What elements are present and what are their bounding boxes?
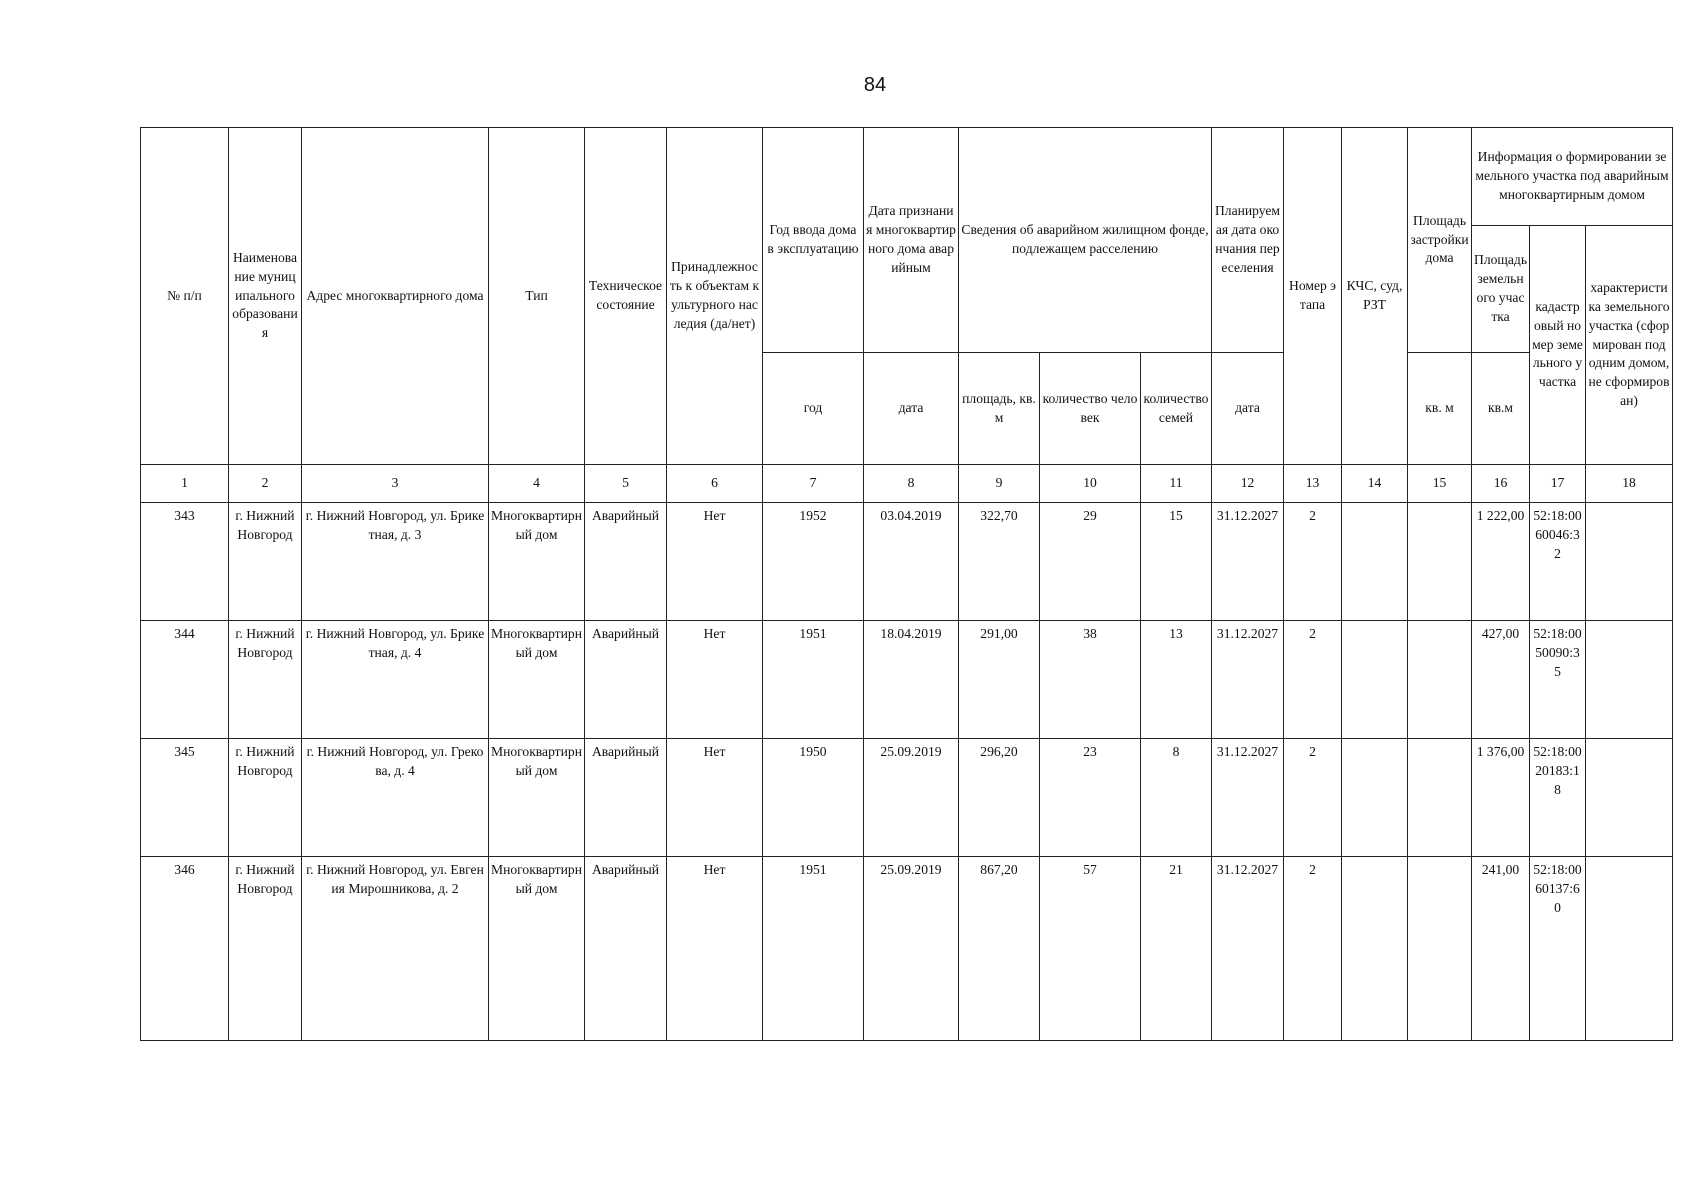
subheader-area: площадь, кв.м [959, 353, 1040, 465]
cell-municipality: г. Нижний Новгород [229, 739, 302, 857]
header-characteristic: характеристика земельного участка (сформирован под одним домом, не сформирован) [1586, 226, 1673, 465]
column-number: 11 [1141, 465, 1212, 503]
column-number: 4 [489, 465, 585, 503]
cell-address: г. Нижний Новгород, ул. Брикетная, д. 3 [302, 503, 489, 621]
cell-date-recognized: 25.09.2019 [864, 739, 959, 857]
subheader-families: количество семей [1141, 353, 1212, 465]
cell-characteristic [1586, 857, 1673, 1041]
cell-year: 1950 [763, 739, 864, 857]
header-cadastral: кадастровый номер земельного участка [1530, 226, 1586, 465]
subheader-planned-date: дата [1212, 353, 1284, 465]
cell-build-area [1408, 503, 1472, 621]
cell-build-area [1408, 857, 1472, 1041]
column-number: 7 [763, 465, 864, 503]
cell-year: 1951 [763, 857, 864, 1041]
column-number: 18 [1586, 465, 1673, 503]
column-number: 5 [585, 465, 667, 503]
cell-cadastral: 52:18:0050090:35 [1530, 621, 1586, 739]
cell-type: Многоквартирный дом [489, 739, 585, 857]
column-number: 16 [1472, 465, 1530, 503]
cell-area: 867,20 [959, 857, 1040, 1041]
cell-planned-date: 31.12.2027 [1212, 739, 1284, 857]
cell-stage: 2 [1284, 857, 1342, 1041]
cell-address: г. Нижний Новгород, ул. Евгения Мирошникова, д. 2 [302, 857, 489, 1041]
column-number: 13 [1284, 465, 1342, 503]
column-number: 17 [1530, 465, 1586, 503]
column-number: 3 [302, 465, 489, 503]
cell-cadastral: 52:18:0060046:32 [1530, 503, 1586, 621]
header-stage: Номер этапа [1284, 128, 1342, 465]
cell-families: 13 [1141, 621, 1212, 739]
column-number: 9 [959, 465, 1040, 503]
subheader-people: количество человек [1040, 353, 1141, 465]
cell-number: 346 [141, 857, 229, 1041]
cell-stage: 2 [1284, 503, 1342, 621]
subheader-land-area-unit: кв.м [1472, 353, 1530, 465]
cell-land-area: 427,00 [1472, 621, 1530, 739]
cell-planned-date: 31.12.2027 [1212, 503, 1284, 621]
cell-year: 1951 [763, 621, 864, 739]
table-row [141, 739, 1673, 857]
header-planned-date: Планируемая дата окончания переселения [1212, 128, 1284, 353]
cell-area: 291,00 [959, 621, 1040, 739]
header-heritage: Принадлежность к объектам культурного наследия (да/нет) [667, 128, 763, 465]
column-number: 15 [1408, 465, 1472, 503]
header-year: Год ввода дома в эксплуатацию [763, 128, 864, 353]
header-municipality: Наименование муниципального образования [229, 128, 302, 465]
header-land-info: Информация о формировании земельного участка под аварийным многоквартирным домом [1472, 128, 1673, 226]
cell-number: 343 [141, 503, 229, 621]
cell-build-area [1408, 739, 1472, 857]
cell-municipality: г. Нижний Новгород [229, 503, 302, 621]
cell-cadastral: 52:18:0060137:60 [1530, 857, 1586, 1041]
column-number: 2 [229, 465, 302, 503]
cell-kchs [1342, 739, 1408, 857]
cell-type: Многоквартирный дом [489, 503, 585, 621]
cell-date-recognized: 03.04.2019 [864, 503, 959, 621]
header-fund-info: Сведения об аварийном жилищном фонде, подлежащем расселению [959, 128, 1212, 353]
cell-land-area: 241,00 [1472, 857, 1530, 1041]
column-number: 14 [1342, 465, 1408, 503]
cell-condition: Аварийный [585, 857, 667, 1041]
cell-address: г. Нижний Новгород, ул. Грекова, д. 4 [302, 739, 489, 857]
cell-families: 15 [1141, 503, 1212, 621]
emergency-housing-table [140, 127, 1673, 1041]
table-row [141, 503, 1673, 621]
subheader-build-area-unit: кв. м [1408, 353, 1472, 465]
cell-land-area: 1 222,00 [1472, 503, 1530, 621]
cell-number: 344 [141, 621, 229, 739]
column-number: 1 [141, 465, 229, 503]
cell-stage: 2 [1284, 621, 1342, 739]
cell-date-recognized: 18.04.2019 [864, 621, 959, 739]
cell-planned-date: 31.12.2027 [1212, 621, 1284, 739]
cell-characteristic [1586, 739, 1673, 857]
cell-families: 21 [1141, 857, 1212, 1041]
table-row [141, 857, 1673, 1041]
table-row [141, 621, 1673, 739]
header-build-area: Площадь застройки дома [1408, 128, 1472, 353]
column-number: 6 [667, 465, 763, 503]
cell-land-area: 1 376,00 [1472, 739, 1530, 857]
cell-cadastral: 52:18:0020183:18 [1530, 739, 1586, 857]
cell-condition: Аварийный [585, 739, 667, 857]
cell-kchs [1342, 621, 1408, 739]
column-number: 8 [864, 465, 959, 503]
cell-number: 345 [141, 739, 229, 857]
cell-date-recognized: 25.09.2019 [864, 857, 959, 1041]
column-numbers-row [141, 465, 1673, 503]
cell-characteristic [1586, 503, 1673, 621]
cell-families: 8 [1141, 739, 1212, 857]
subheader-date: дата [864, 353, 959, 465]
header-kchs: КЧС, суд, РЗТ [1342, 128, 1408, 465]
cell-people: 57 [1040, 857, 1141, 1041]
cell-type: Многоквартирный дом [489, 857, 585, 1041]
cell-area: 296,20 [959, 739, 1040, 857]
cell-type: Многоквартирный дом [489, 621, 585, 739]
header-condition: Техническое состояние [585, 128, 667, 465]
cell-municipality: г. Нижний Новгород [229, 621, 302, 739]
cell-people: 23 [1040, 739, 1141, 857]
cell-year: 1952 [763, 503, 864, 621]
cell-characteristic [1586, 621, 1673, 739]
cell-heritage: Нет [667, 739, 763, 857]
cell-planned-date: 31.12.2027 [1212, 857, 1284, 1041]
cell-build-area [1408, 621, 1472, 739]
column-number: 10 [1040, 465, 1141, 503]
cell-heritage: Нет [667, 621, 763, 739]
cell-heritage: Нет [667, 857, 763, 1041]
cell-address: г. Нижний Новгород, ул. Брикетная, д. 4 [302, 621, 489, 739]
column-number: 12 [1212, 465, 1284, 503]
header-number: № п/п [141, 128, 229, 465]
subheader-year: год [763, 353, 864, 465]
cell-kchs [1342, 503, 1408, 621]
cell-condition: Аварийный [585, 503, 667, 621]
cell-municipality: г. Нижний Новгород [229, 857, 302, 1041]
header-address: Адрес многоквартирного дома [302, 128, 489, 465]
cell-kchs [1342, 857, 1408, 1041]
cell-heritage: Нет [667, 503, 763, 621]
header-type: Тип [489, 128, 585, 465]
page-number: 84 [863, 74, 887, 96]
cell-area: 322,70 [959, 503, 1040, 621]
cell-people: 29 [1040, 503, 1141, 621]
header-date-recognized: Дата признания многоквартирного дома аварийным [864, 128, 959, 353]
header-land-area: Площадь земельного участка [1472, 226, 1530, 353]
cell-people: 38 [1040, 621, 1141, 739]
cell-stage: 2 [1284, 739, 1342, 857]
cell-condition: Аварийный [585, 621, 667, 739]
